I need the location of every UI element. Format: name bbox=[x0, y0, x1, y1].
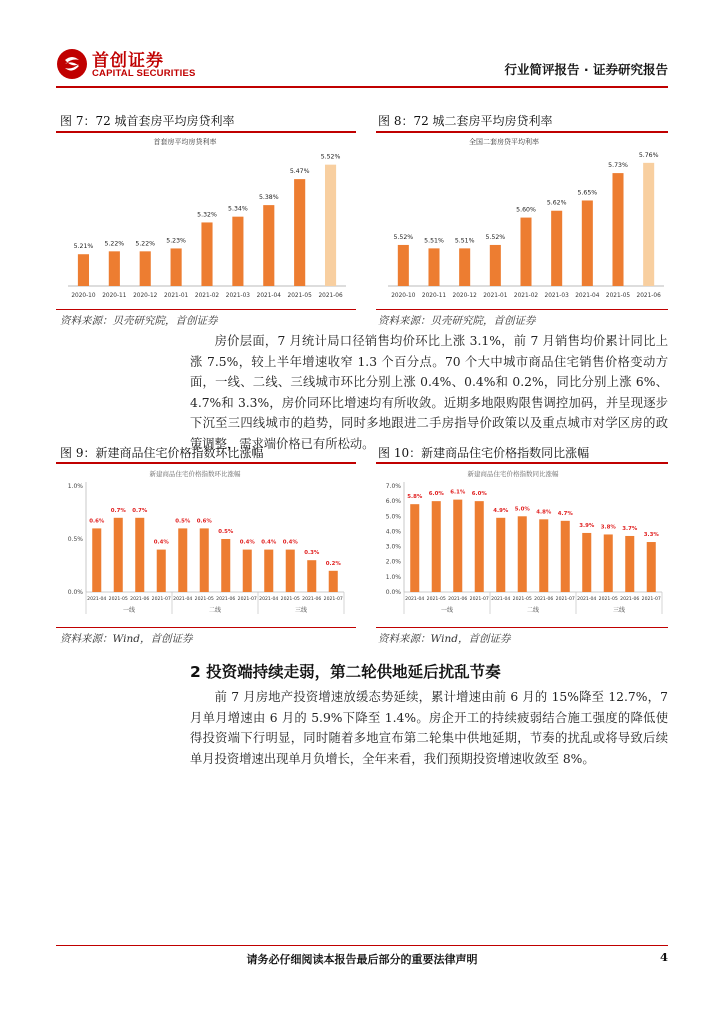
bar bbox=[604, 534, 613, 592]
data-label: 0.4% bbox=[282, 539, 298, 546]
bar bbox=[496, 518, 505, 592]
x-tick-label: 2021-07 bbox=[469, 597, 489, 602]
bar bbox=[490, 245, 501, 286]
bar bbox=[432, 501, 441, 592]
bar bbox=[140, 251, 151, 286]
x-tick-label: 2021-04 bbox=[259, 597, 279, 602]
data-label: 4.9% bbox=[493, 507, 509, 514]
data-label: 6.0% bbox=[471, 491, 487, 498]
x-tick-label: 2021-04 bbox=[87, 597, 107, 602]
data-label: 3.7% bbox=[622, 525, 638, 532]
logo-name-cn: 首创证券 bbox=[92, 51, 164, 71]
bar bbox=[329, 571, 338, 592]
bar bbox=[114, 518, 123, 592]
data-label: 5.60% bbox=[516, 206, 536, 214]
x-tick-label: 2021-06 bbox=[620, 597, 640, 602]
x-tick-label: 2021-04 bbox=[173, 597, 193, 602]
x-tick-label: 2021-06 bbox=[302, 597, 322, 602]
fig8-title-rule bbox=[376, 131, 668, 133]
x-tick-label: 2021-04 bbox=[577, 597, 597, 602]
bar bbox=[200, 528, 209, 592]
fig8-source: 资料来源：贝壳研究院，首创证券 bbox=[378, 315, 536, 327]
x-tick-label: 2021-05 bbox=[512, 597, 532, 602]
bar bbox=[561, 521, 570, 592]
data-label: 3.8% bbox=[600, 524, 616, 531]
fig10-source: 资料来源：Wind，首创证券 bbox=[378, 633, 511, 645]
y-tick-label: 0.0% bbox=[385, 589, 401, 596]
x-tick-label: 2021-04 bbox=[491, 597, 511, 602]
data-label: 3.3% bbox=[643, 532, 659, 539]
data-label: 0.6% bbox=[196, 518, 212, 525]
y-tick-label: 2.0% bbox=[385, 558, 401, 566]
x-tick-label: 2021-06 bbox=[130, 597, 150, 602]
bar bbox=[201, 222, 212, 286]
data-label: 5.32% bbox=[197, 211, 217, 219]
x-tick-label: 2021-02 bbox=[513, 293, 539, 299]
data-label: 6.1% bbox=[450, 489, 466, 496]
data-label: 0.4% bbox=[153, 539, 169, 546]
y-tick-label: 1.0% bbox=[67, 483, 83, 490]
x-tick-label: 2021-03 bbox=[225, 293, 251, 299]
data-label: 0.5% bbox=[175, 518, 191, 525]
data-label: 5.51% bbox=[454, 237, 475, 245]
bar bbox=[264, 550, 273, 592]
bar bbox=[647, 542, 656, 592]
header-divider bbox=[56, 86, 668, 88]
data-label: 4.7% bbox=[557, 510, 573, 517]
x-tick-label: 2021-06 bbox=[448, 597, 468, 602]
data-label: 5.73% bbox=[608, 162, 628, 170]
group-label: 一线 bbox=[122, 607, 136, 614]
data-label: 0.4% bbox=[239, 539, 255, 546]
bar bbox=[398, 245, 409, 286]
group-label: 三线 bbox=[294, 607, 308, 614]
data-label: 5.21% bbox=[73, 243, 94, 251]
bar bbox=[135, 518, 144, 592]
x-tick-label: 2021-05 bbox=[287, 293, 312, 299]
x-tick-label: 2021-07 bbox=[237, 597, 257, 602]
bar bbox=[325, 165, 336, 286]
data-label: 0.7% bbox=[110, 507, 126, 514]
data-label: 5.52% bbox=[485, 233, 506, 241]
data-label: 5.0% bbox=[514, 506, 530, 513]
bar bbox=[171, 248, 182, 286]
fig8-svg bbox=[380, 134, 668, 306]
y-tick-label: 5.0% bbox=[385, 513, 401, 521]
x-tick-label: 2021-07 bbox=[151, 597, 171, 602]
bar bbox=[551, 211, 562, 286]
bar bbox=[582, 200, 593, 286]
bar bbox=[221, 539, 230, 592]
bar bbox=[625, 536, 634, 592]
x-tick-label: 2021-05 bbox=[598, 597, 618, 602]
report-type: 行业简评报告 · 证券研究报告 bbox=[504, 62, 668, 77]
x-tick-label: 2021-01 bbox=[483, 293, 508, 299]
x-tick-label: 2021-06 bbox=[216, 597, 236, 602]
bar bbox=[518, 516, 527, 592]
fig7-title-rule bbox=[56, 131, 356, 133]
data-label: 5.51% bbox=[424, 237, 444, 245]
footer-divider bbox=[56, 945, 668, 946]
fig7-title: 图 7：72 城首套房平均房贷利率 bbox=[60, 114, 235, 128]
x-tick-label: 2021-01 bbox=[163, 293, 189, 299]
fig8-chart bbox=[380, 134, 668, 306]
data-label: 0.4% bbox=[261, 539, 277, 546]
x-tick-label: 2021-04 bbox=[575, 293, 600, 299]
bar bbox=[294, 179, 305, 286]
fig9-source: 资料来源：Wind，首创证券 bbox=[60, 633, 193, 645]
fig8-bottom-rule bbox=[376, 309, 668, 310]
bar bbox=[539, 519, 548, 592]
fig7-source: 资料来源：贝壳研究院，首创证券 bbox=[60, 315, 218, 327]
logo-name-en: CAPITAL SECURITIES bbox=[92, 68, 196, 79]
fig10-title-rule bbox=[376, 462, 668, 464]
bar bbox=[475, 501, 484, 592]
bar bbox=[286, 550, 295, 592]
bar bbox=[410, 504, 419, 592]
fig9-bottom-rule bbox=[56, 627, 356, 628]
data-label: 5.52% bbox=[393, 233, 414, 241]
company-logo-icon bbox=[56, 48, 88, 80]
x-tick-label: 2021-06 bbox=[318, 293, 343, 299]
x-tick-label: 2020-10 bbox=[71, 293, 96, 299]
x-tick-label: 2021-04 bbox=[405, 597, 425, 602]
investment-paragraph: 前 7 月房地产投资增速放缓态势延续，累计增速由前 6 月的 15%降至 12.7%，7 月单月增速由 6 月的 5.9%下降至 1.4%。房企开工的持续疲弱结合施工强度的降低使得投资端下行明显，同时随着多地宣布第二轮集中供地延期，节奏的扰乱或将导致后续单月投资增速出现单月负增长，全年来看，我们预期投资增速收敛至 8%。 bbox=[190, 690, 668, 766]
x-tick-label: 2021-07 bbox=[555, 597, 575, 602]
x-tick-label: 2021-03 bbox=[544, 293, 569, 299]
group-label: 二线 bbox=[208, 607, 222, 614]
fig9-title-rule bbox=[56, 462, 356, 464]
data-label: 5.62% bbox=[546, 199, 567, 207]
group-label: 一线 bbox=[440, 607, 454, 614]
chart-title: 全国二套房贷平均利率 bbox=[469, 138, 539, 146]
fig7-svg bbox=[60, 134, 350, 306]
data-label: 0.5% bbox=[218, 529, 234, 535]
y-tick-label: 1.0% bbox=[385, 573, 401, 581]
bar bbox=[307, 560, 316, 592]
chart-title: 新建商品住宅价格指数同比涨幅 bbox=[467, 470, 559, 478]
bar bbox=[109, 251, 120, 286]
fig9-svg bbox=[60, 466, 350, 624]
data-label: 4.8% bbox=[536, 509, 552, 516]
bar bbox=[582, 533, 591, 592]
fig10-chart bbox=[378, 466, 668, 624]
data-label: 5.65% bbox=[577, 189, 598, 197]
bar bbox=[92, 528, 101, 592]
bar bbox=[243, 550, 252, 592]
x-tick-label: 2021-05 bbox=[605, 293, 631, 299]
y-tick-label: 3.0% bbox=[385, 543, 401, 551]
fig7-bottom-rule bbox=[56, 309, 356, 310]
y-tick-label: 0.5% bbox=[67, 536, 83, 543]
bar bbox=[78, 254, 89, 286]
bar bbox=[453, 500, 462, 592]
data-label: 5.47% bbox=[289, 168, 310, 176]
x-tick-label: 2021-05 bbox=[194, 597, 214, 602]
bar bbox=[520, 218, 531, 286]
chart-title: 新建商品住宅价格指数环比涨幅 bbox=[149, 470, 241, 478]
price-paragraph: 房价层面，7 月统计局口径销售均价环比上涨 3.1%，前 7 月销售均价累计同比上涨 7.5%，较上半年增速收窄 1.3 个百分点。70 个大中城市商品住宅销售价格变动方面，一线、二线、三线城市环比分别上涨 0.4%、0.4%和 0.2%，同比分别上涨 6%、4.7%和 3.3%，房价同环比增速均有所收敛。近期多地限购限售调控加码，并呈现逐步下沉至三四线城市的趋势，同时多地跟进二手房指导价政策以及重点城市对学区房的政策调整，需求端价格已有所松动。 bbox=[190, 334, 668, 451]
x-tick-label: 2021-05 bbox=[108, 597, 128, 602]
x-tick-label: 2021-04 bbox=[256, 293, 281, 299]
x-tick-label: 2021-07 bbox=[641, 597, 661, 602]
data-label: 5.52% bbox=[320, 153, 341, 161]
group-label: 二线 bbox=[526, 607, 540, 614]
fig7-chart bbox=[60, 134, 350, 306]
x-tick-label: 2021-02 bbox=[194, 293, 220, 299]
data-label: 0.2% bbox=[325, 560, 341, 567]
data-label: 0.3% bbox=[304, 550, 320, 557]
bar bbox=[263, 205, 274, 286]
x-tick-label: 2020-12 bbox=[452, 293, 477, 299]
bar bbox=[643, 163, 654, 286]
data-label: 0.6% bbox=[89, 518, 105, 525]
fig8-title: 图 8：72 城二套房平均房贷利率 bbox=[378, 114, 553, 128]
x-tick-label: 2020-10 bbox=[391, 293, 416, 299]
data-label: 5.34% bbox=[228, 205, 248, 213]
data-label: 0.7% bbox=[132, 507, 148, 514]
bar bbox=[178, 528, 187, 592]
data-label: 6.0% bbox=[428, 491, 444, 498]
fig9-title: 图 9：新建商品住宅价格指数环比涨幅 bbox=[60, 446, 264, 460]
x-tick-label: 2020-11 bbox=[102, 293, 127, 299]
x-tick-label: 2021-05 bbox=[426, 597, 446, 602]
group-label: 三线 bbox=[612, 607, 626, 614]
x-tick-label: 2021-06 bbox=[636, 293, 661, 299]
chart-title: 首套房平均房贷利率 bbox=[153, 138, 217, 146]
x-tick-label: 2020-11 bbox=[421, 293, 447, 299]
data-label: 5.8% bbox=[407, 494, 423, 501]
bar bbox=[428, 248, 439, 286]
fig9-chart bbox=[60, 466, 350, 624]
fig10-svg bbox=[378, 466, 668, 624]
data-label: 5.22% bbox=[135, 240, 156, 248]
y-tick-label: 7.0% bbox=[385, 483, 401, 490]
x-tick-label: 2020-12 bbox=[133, 293, 158, 299]
bar bbox=[612, 173, 623, 286]
bar bbox=[157, 550, 166, 592]
page-header bbox=[56, 46, 668, 86]
x-tick-label: 2021-07 bbox=[323, 597, 343, 602]
y-tick-label: 0.0% bbox=[67, 589, 83, 596]
bar bbox=[232, 217, 243, 286]
page-number: 4 bbox=[659, 950, 668, 964]
section-title: 2 投资端持续走弱，第二轮供地延后扰乱节奏 bbox=[190, 663, 501, 681]
data-label: 5.22% bbox=[104, 240, 125, 248]
fig10-bottom-rule bbox=[376, 627, 668, 628]
bar bbox=[459, 248, 470, 286]
fig10-title: 图 10：新建商品住宅价格指数同比涨幅 bbox=[378, 446, 590, 460]
x-tick-label: 2021-06 bbox=[534, 597, 554, 602]
data-label: 3.9% bbox=[579, 522, 595, 529]
data-label: 5.23% bbox=[166, 237, 186, 245]
data-label: 5.38% bbox=[258, 194, 279, 202]
data-label: 5.76% bbox=[638, 151, 659, 159]
x-tick-label: 2021-05 bbox=[280, 597, 300, 602]
y-tick-label: 6.0% bbox=[385, 498, 401, 506]
footer-disclaimer: 请务必仔细阅读本报告最后部分的重要法律声明 bbox=[246, 953, 478, 966]
y-tick-label: 4.0% bbox=[385, 528, 401, 536]
